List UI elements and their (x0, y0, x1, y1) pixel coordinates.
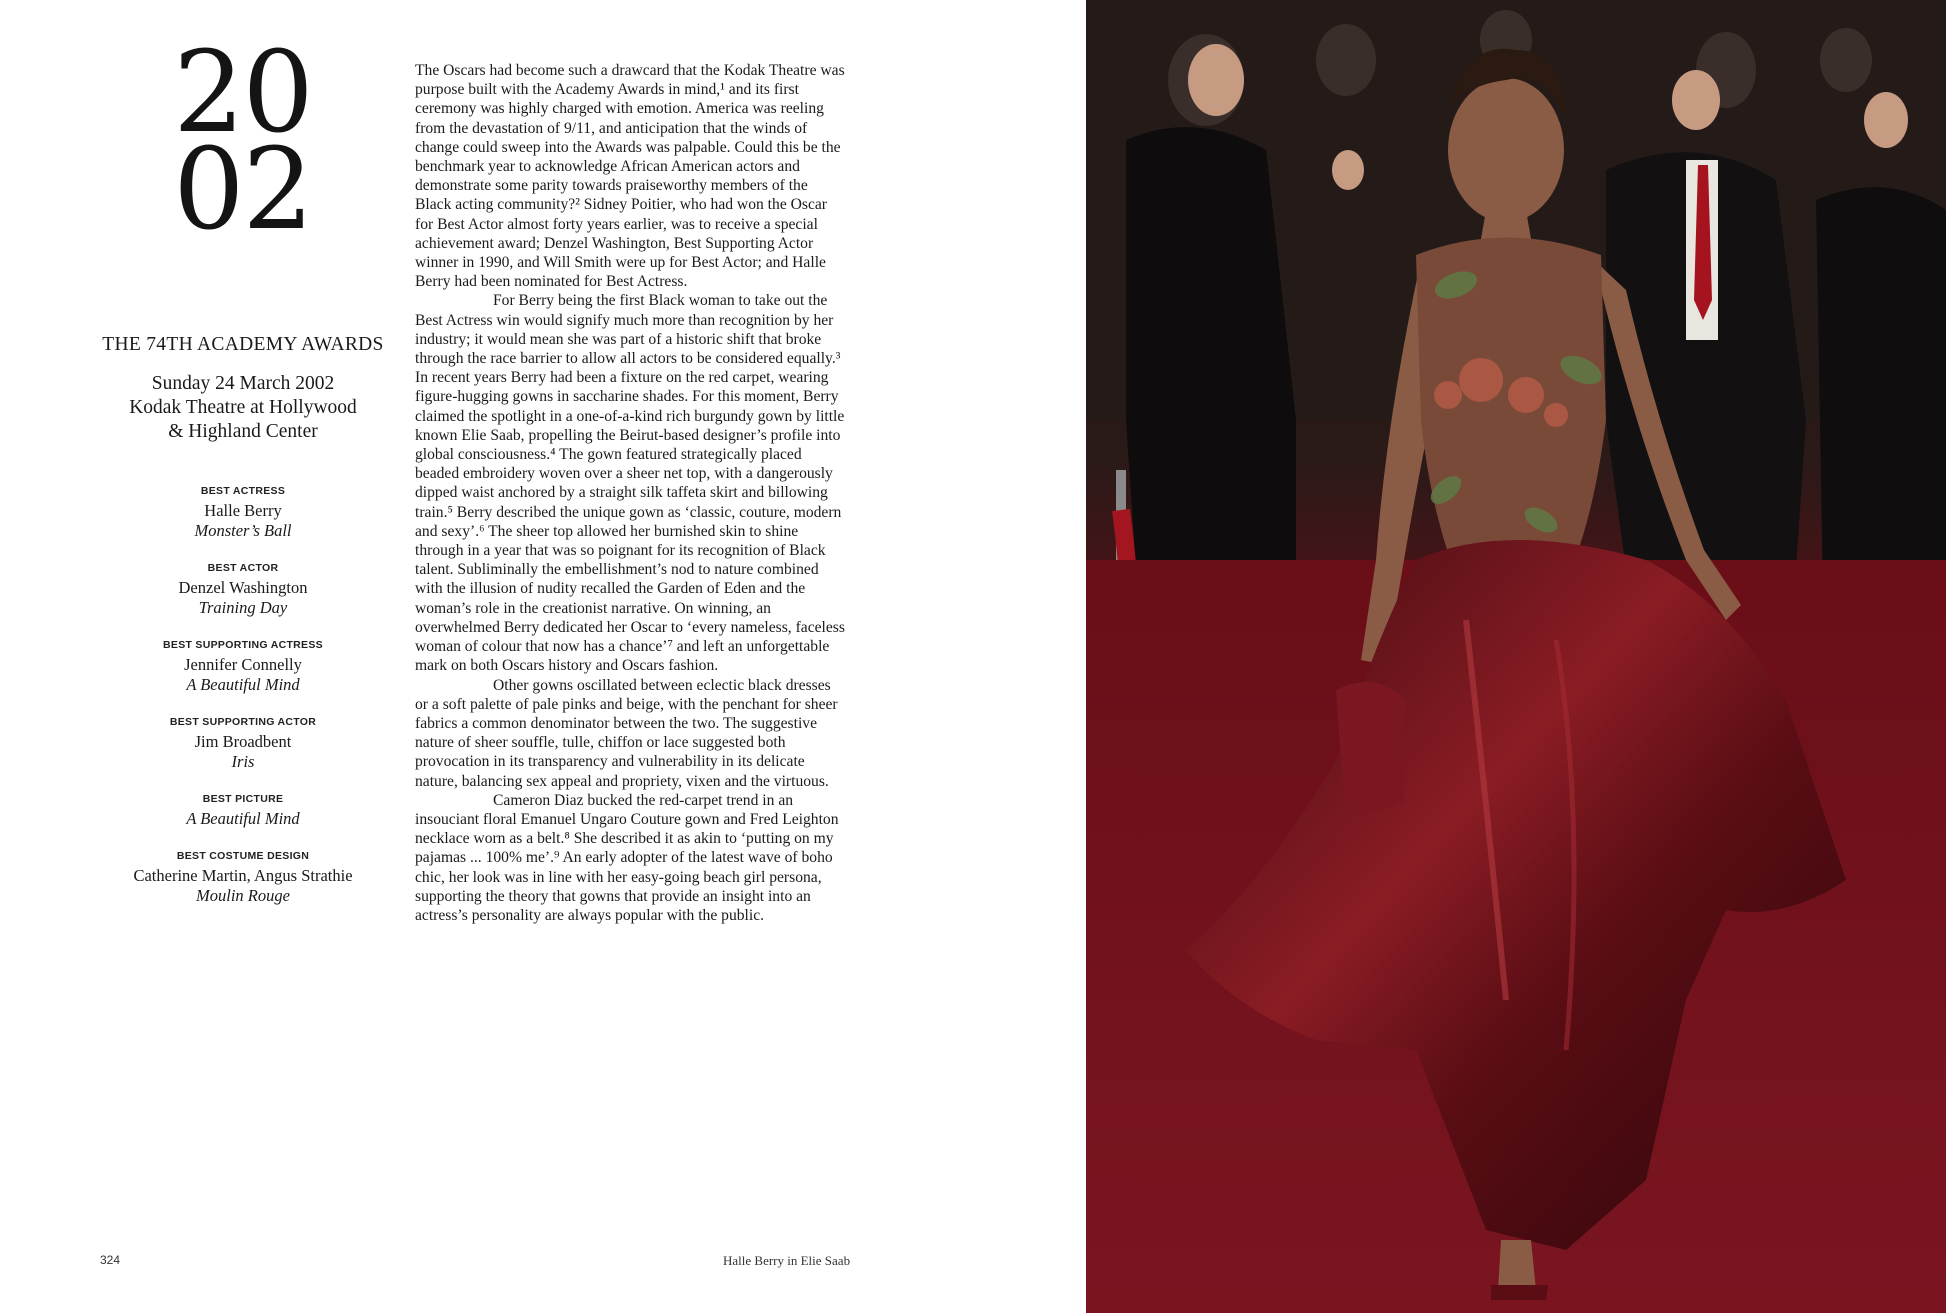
award-category: BEST COSTUME DESIGN (176, 850, 310, 862)
red-carpet-photo (1086, 0, 1946, 1313)
award-category: BEST PICTURE (202, 793, 284, 805)
article-paragraph: Other gowns oscillated between eclectic black dresses or a soft palette of pale pinks and beige, with the penchant for sheer fabrics a common denominator between the two. The suggestive nature of sheer souffle, tulle, chiffon or lace suggested both provocation in its transparency and vulnerability in its delicate nature, balancing sex appeal and propriety, vixen and the virtuous. (415, 676, 838, 790)
award-winner: Jennifer Connelly (184, 655, 302, 674)
award-winner: Denzel Washington (178, 578, 308, 597)
award-category: BEST ACTOR (207, 562, 279, 574)
page-number: 324 (100, 1253, 121, 1267)
edition-title: THE 74TH ACADEMY AWARDS (102, 334, 384, 355)
award-category: BEST SUPPORTING ACTRESS (163, 639, 323, 651)
awards-sidebar (90, 333, 396, 926)
award-category: BEST SUPPORTING ACTOR (169, 716, 317, 728)
award-film: A Beautiful Mind (186, 809, 300, 828)
award-film: Moulin Rouge (196, 886, 290, 905)
event-date: Sunday 24 March 2002 (151, 373, 335, 394)
event-venue-line-2: & Highland Center (168, 421, 318, 442)
award-best-picture (90, 792, 396, 829)
award-category: BEST ACTRESS (200, 485, 286, 497)
award-winner: Catherine Martin, Angus Strathie (133, 866, 353, 885)
award-film: Iris (231, 752, 255, 771)
award-best-supporting-actor (90, 715, 396, 772)
award-film: Monster’s Ball (194, 521, 292, 540)
year-heading (150, 28, 335, 255)
award-film: A Beautiful Mind (186, 675, 300, 694)
award-winner: Jim Broadbent (194, 732, 292, 751)
photo-caption: Halle Berry in Elie Saab (723, 1253, 851, 1268)
award-best-actor (90, 561, 396, 618)
article-body (415, 61, 845, 925)
photo-illustration (1086, 0, 1946, 1313)
award-best-supporting-actress (90, 638, 396, 695)
event-venue-line-1: Kodak Theatre at Hollywood (129, 397, 357, 418)
article-paragraph: For Berry being the first Black woman to take out the Best Actress win would signify much more than recognition by her industry; it would mean she was part of a historic shift that broke through the race barrier to allow all actors to be considered equally.³ In recent years Berry had been a fixture on the red carpet, wearing figure-hugging gowns in saccharine shades. For this moment, Berry claimed the spotlight in a one-of-a-kind rich burgundy gown by little known Elie Saab, propelling the Beirut-based designer’s profile into global consciousness.⁴ The gown featured strategically placed beaded embroidery woven over a sheer net top, with a dangerously dipped waist anchored by a straight silk taffeta skirt and billowing train.⁵ Berry described the unique gown as ‘classic, couture, modern and sexy’.⁶ The sheer top allowed her burnished skin to shine through in a year that was so poignant for its recognition of Black talent. Subliminally the embellishment’s nod to nature combined with the illusion of nudity recalled the Garden of Eden and the woman’s role in the creationist narrative. On winning, an overwhelmed Berry dedicated her Oscar to ‘every nameless, faceless woman of colour that now has a chance’⁷ and left an unforgettable mark on both Oscars history and Oscars fashion. (415, 292, 845, 675)
year-line-2: 02 (173, 125, 312, 255)
award-best-costume-design (90, 849, 396, 906)
award-winner: Halle Berry (204, 501, 282, 520)
awards-list (90, 484, 396, 906)
event-details (90, 372, 396, 444)
award-film: Training Day (198, 598, 288, 617)
year-line-1: 20 (173, 28, 312, 158)
article-paragraph: Cameron Diaz bucked the red-carpet trend in an insouciant floral Emanuel Ungaro Couture gown and Fred Leighton necklace worn as a belt.⁸ She described it as akin to ‘putting on my pajamas ... 100% me’.⁹ An early adopter of the latest wave of boho chic, her look was in line with her easy-going beach girl persona, supporting the theory that gowns that provide an insight into an actress’s personality are always popular with the public. (415, 791, 839, 924)
award-best-actress (90, 484, 396, 541)
article-paragraph: The Oscars had become such a drawcard that the Kodak Theatre was purpose built with the Academy Awards in mind,¹ and its first ceremony was highly charged with emotion. America was reeling from the devastation of 9/11, and anticipation that the winds of change could sweep into the Awards was palpable. Could this be the benchmark year to acknowledge African American actors and demonstrate some parity towards praiseworthy members of the Black acting community?² Sidney Poitier, who had won the Oscar for Best Actor almost forty years earlier, was to receive a special achievement award; Denzel Washington, Best Supporting Actor winner in 1990, and Will Smith were up for Best Actor; and Halle Berry had been nominated for Best Actress. (415, 62, 845, 291)
